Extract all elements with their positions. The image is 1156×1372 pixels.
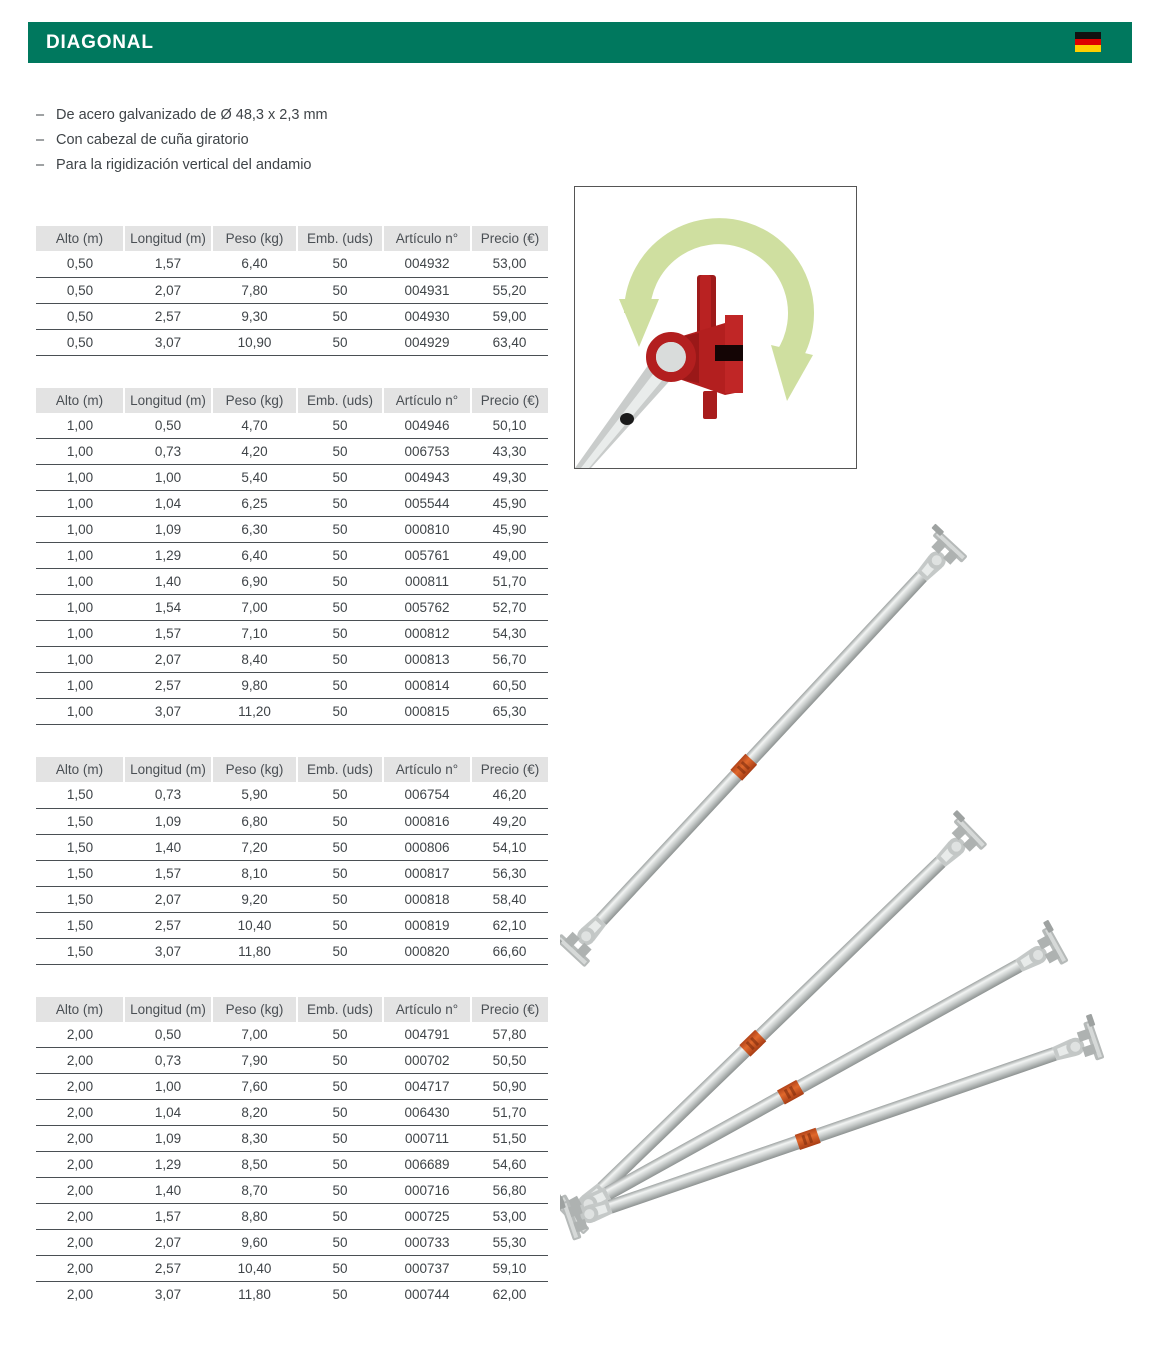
table-cell: 004930 — [383, 303, 471, 329]
table-cell: 1,00 — [36, 699, 124, 725]
table-cell: 1,40 — [124, 569, 212, 595]
table-cell: 000716 — [383, 1178, 471, 1204]
table-cell: 50 — [297, 413, 383, 439]
table-cell: 005761 — [383, 543, 471, 569]
table-cell: 2,00 — [36, 1152, 124, 1178]
table-cell: 1,09 — [124, 808, 212, 834]
column-header: Alto (m) — [36, 757, 124, 782]
table-cell: 0,50 — [36, 251, 124, 277]
table-cell: 9,30 — [212, 303, 297, 329]
table-cell: 11,80 — [238, 1287, 271, 1302]
table-cell: 50 — [297, 251, 383, 277]
table-cell: 004943 — [383, 465, 471, 491]
table-cell: 49,20 — [471, 808, 548, 834]
table-cell: 3,07 — [154, 1287, 182, 1302]
table-cell: 2,00 — [36, 1022, 124, 1048]
table-row — [36, 1022, 548, 1048]
table-cell: 7,60 — [212, 1074, 297, 1100]
column-header: Alto (m) — [36, 226, 124, 251]
table-row — [36, 439, 548, 465]
table-row — [36, 251, 548, 277]
column-header: Peso (kg) — [212, 388, 297, 413]
table-cell: 7,90 — [212, 1048, 297, 1074]
table-row — [36, 543, 548, 569]
table-cell: 50 — [297, 860, 383, 886]
table-row — [36, 1282, 548, 1309]
table-cell: 50 — [297, 1048, 383, 1074]
table-cell: 1,00 — [36, 621, 124, 647]
table-header-row — [36, 388, 548, 413]
table-cell: 0,50 — [36, 277, 124, 303]
table-cell: 8,30 — [212, 1126, 297, 1152]
column-header: Precio (€) — [471, 226, 548, 251]
table-row — [36, 569, 548, 595]
table-cell: 55,20 — [471, 277, 548, 303]
spec-table-alto-050 — [36, 226, 548, 356]
table-cell: 1,57 — [124, 251, 212, 277]
table-cell: 9,60 — [212, 1230, 297, 1256]
table-cell: 51,50 — [471, 1126, 548, 1152]
column-header: Artículo n° — [383, 757, 471, 782]
table-cell: 50 — [297, 1178, 383, 1204]
table-cell: 7,00 — [212, 1022, 297, 1048]
table-cell: 1,00 — [36, 439, 124, 465]
table-cell: 10,40 — [212, 912, 297, 938]
table-cell: 000702 — [383, 1048, 471, 1074]
table-cell: 1,09 — [124, 1126, 212, 1152]
table-cell: 50 — [297, 1152, 383, 1178]
table-cell: 1,04 — [124, 491, 212, 517]
table-cell: 62,00 — [492, 1287, 527, 1302]
flag-stripe-red — [1075, 39, 1101, 46]
table-cell: 5,40 — [212, 465, 297, 491]
table-cell: 6,40 — [212, 251, 297, 277]
table-cell: 54,30 — [471, 621, 548, 647]
table-cell: 1,29 — [124, 543, 212, 569]
table-cell: 2,57 — [124, 1256, 212, 1282]
table-cell: 59,00 — [471, 303, 548, 329]
table-row — [36, 491, 548, 517]
column-header: Precio (€) — [471, 997, 548, 1022]
feature-text: Con cabezal de cuña giratorio — [56, 132, 249, 148]
table-cell: 005544 — [383, 491, 471, 517]
column-header: Artículo n° — [383, 388, 471, 413]
table-row — [36, 834, 548, 860]
table-header-row — [36, 997, 548, 1022]
table-cell: 8,80 — [212, 1204, 297, 1230]
table-cell: 0,50 — [36, 303, 124, 329]
table-cell: 1,00 — [36, 595, 124, 621]
table-cell: 1,04 — [124, 1100, 212, 1126]
table-row — [36, 1256, 548, 1282]
table-cell: 2,00 — [36, 1230, 124, 1256]
table-row — [36, 860, 548, 886]
table-row — [36, 621, 548, 647]
table-cell: 1,00 — [36, 543, 124, 569]
table-cell: 50 — [297, 699, 383, 725]
table-cell: 6,30 — [212, 517, 297, 543]
german-flag-icon — [1075, 32, 1101, 52]
table-cell: 000814 — [383, 673, 471, 699]
column-header: Emb. (uds) — [297, 997, 383, 1022]
table-cell: 57,80 — [471, 1022, 548, 1048]
table-cell: 50 — [297, 329, 383, 355]
column-header: Longitud (m) — [124, 997, 212, 1022]
diagonal-brace-photos — [560, 180, 1156, 1280]
table-cell: 11,20 — [212, 699, 297, 725]
table-cell: 49,00 — [471, 543, 548, 569]
table-cell: 3,07 — [124, 329, 212, 355]
table-cell: 1,40 — [124, 1178, 212, 1204]
table-row — [36, 699, 548, 725]
table-cell: 0,73 — [124, 1048, 212, 1074]
column-header: Longitud (m) — [124, 388, 212, 413]
table-cell: 50 — [297, 439, 383, 465]
table-cell: 1,40 — [124, 834, 212, 860]
column-header: Precio (€) — [471, 757, 548, 782]
table-row — [36, 277, 548, 303]
table-cell: 000733 — [383, 1230, 471, 1256]
table-row — [36, 808, 548, 834]
table-cell: 1,00 — [36, 465, 124, 491]
table-cell: 0,73 — [124, 439, 212, 465]
column-header: Precio (€) — [471, 388, 548, 413]
table-cell: 65,30 — [471, 699, 548, 725]
table-row — [36, 517, 548, 543]
diagonal-braces-svg — [560, 180, 1156, 1280]
table-cell: 7,00 — [212, 595, 297, 621]
table-cell: 1,00 — [124, 465, 212, 491]
table-cell: 004931 — [383, 277, 471, 303]
table-cell: 53,00 — [471, 1204, 548, 1230]
table-cell: 8,50 — [212, 1152, 297, 1178]
table-row — [36, 1126, 548, 1152]
column-header: Artículo n° — [383, 997, 471, 1022]
table-cell: 000818 — [383, 886, 471, 912]
table-cell: 5,90 — [212, 782, 297, 808]
table-cell: 1,50 — [36, 808, 124, 834]
table-cell: 50 — [297, 1100, 383, 1126]
page-title: DIAGONAL — [46, 31, 154, 53]
bullet-dash-icon: – — [36, 132, 45, 148]
table-cell: 9,20 — [212, 886, 297, 912]
column-header: Emb. (uds) — [297, 757, 383, 782]
table-cell: 54,10 — [471, 834, 548, 860]
table-cell: 2,00 — [36, 1100, 124, 1126]
table-cell: 7,20 — [212, 834, 297, 860]
table-cell: 50 — [297, 673, 383, 699]
table-cell: 8,40 — [212, 647, 297, 673]
table-row — [36, 673, 548, 699]
column-header: Emb. (uds) — [297, 226, 383, 251]
page-header-bar — [28, 22, 1132, 63]
bullet-dash-icon: – — [36, 107, 45, 123]
table-cell: 000711 — [383, 1126, 471, 1152]
flag-stripe-black — [1075, 32, 1101, 39]
table-cell: 0,50 — [124, 1022, 212, 1048]
column-header: Emb. (uds) — [297, 388, 383, 413]
table-cell: 3,07 — [124, 699, 212, 725]
table-cell: 50 — [297, 277, 383, 303]
column-header: Alto (m) — [36, 997, 124, 1022]
table-cell: 49,30 — [471, 465, 548, 491]
spec-tables-area — [36, 226, 548, 1340]
list-item — [36, 128, 556, 153]
table-cell: 000815 — [383, 699, 471, 725]
table-cell: 2,07 — [124, 647, 212, 673]
feature-text: De acero galvanizado de Ø 48,3 x 2,3 mm — [56, 107, 328, 123]
table-cell: 54,60 — [471, 1152, 548, 1178]
table-row — [36, 1048, 548, 1074]
table-cell: 0,50 — [36, 329, 124, 355]
table-cell: 1,50 — [36, 912, 124, 938]
table-cell: 45,90 — [471, 517, 548, 543]
table-cell: 50 — [297, 1230, 383, 1256]
table-cell: 46,20 — [471, 782, 548, 808]
table-cell: 000725 — [383, 1204, 471, 1230]
table-row — [36, 329, 548, 355]
table-cell: 66,60 — [471, 938, 548, 964]
table-cell: 50 — [297, 1126, 383, 1152]
flag-stripe-gold — [1075, 45, 1101, 52]
table-row — [36, 1074, 548, 1100]
table-cell: 50 — [297, 938, 383, 964]
table-cell: 0,50 — [124, 413, 212, 439]
table-row — [36, 1152, 548, 1178]
table-cell: 1,00 — [36, 517, 124, 543]
table-cell: 2,00 — [36, 1048, 124, 1074]
table-cell: 000817 — [383, 860, 471, 886]
table-row — [36, 886, 548, 912]
table-cell: 000816 — [383, 808, 471, 834]
table-cell: 52,70 — [471, 595, 548, 621]
table-cell: 2,00 — [36, 1204, 124, 1230]
table-cell: 1,00 — [36, 491, 124, 517]
column-header: Peso (kg) — [212, 757, 297, 782]
table-cell: 1,57 — [124, 1204, 212, 1230]
brace-item-4 — [560, 1014, 1106, 1242]
table-cell: 50 — [297, 1022, 383, 1048]
table-cell: 0,73 — [124, 782, 212, 808]
feature-text: Para la rigidización vertical del andamio — [56, 157, 312, 173]
table-cell: 50 — [297, 303, 383, 329]
table-cell: 7,10 — [212, 621, 297, 647]
table-cell: 50 — [297, 912, 383, 938]
table-cell: 60,50 — [471, 673, 548, 699]
table-cell: 006430 — [383, 1100, 471, 1126]
table-cell: 50 — [297, 1074, 383, 1100]
table-cell: 004791 — [383, 1022, 471, 1048]
table-cell: 8,70 — [212, 1178, 297, 1204]
table-row — [36, 912, 548, 938]
table-cell: 56,30 — [471, 860, 548, 886]
table-cell: 50 — [297, 1204, 383, 1230]
table-cell: 3,07 — [124, 938, 212, 964]
table-cell: 50,10 — [471, 413, 548, 439]
table-cell: 59,10 — [471, 1256, 548, 1282]
table-cell: 2,57 — [124, 303, 212, 329]
table-cell: 55,30 — [471, 1230, 548, 1256]
table-cell: 2,00 — [36, 1256, 124, 1282]
table-row — [36, 1100, 548, 1126]
table-cell: 50 — [297, 782, 383, 808]
table-cell: 1,50 — [36, 886, 124, 912]
table-cell: 11,80 — [212, 938, 297, 964]
table-header-row — [36, 226, 548, 251]
table-header-row — [36, 757, 548, 782]
table-cell: 1,00 — [36, 569, 124, 595]
table-cell: 1,57 — [124, 860, 212, 886]
table-cell: 000744 — [404, 1287, 450, 1302]
table-cell: 2,00 — [66, 1287, 94, 1302]
table-cell: 1,50 — [36, 938, 124, 964]
table-cell: 1,50 — [36, 782, 124, 808]
table-cell: 4,20 — [212, 439, 297, 465]
table-cell: 50 — [297, 808, 383, 834]
table-cell: 51,70 — [471, 1100, 548, 1126]
table-cell: 1,00 — [36, 647, 124, 673]
feature-list — [36, 103, 556, 178]
table-cell: 000810 — [383, 517, 471, 543]
table-cell: 004946 — [383, 413, 471, 439]
table-cell: 51,70 — [471, 569, 548, 595]
table-cell: 006753 — [383, 439, 471, 465]
table-cell: 2,00 — [36, 1074, 124, 1100]
table-cell: 1,50 — [36, 834, 124, 860]
table-cell: 2,07 — [124, 886, 212, 912]
spec-table-alto-150 — [36, 757, 548, 965]
table-row — [36, 413, 548, 439]
table-cell: 50 — [297, 569, 383, 595]
table-cell: 8,20 — [212, 1100, 297, 1126]
table-cell: 6,40 — [212, 543, 297, 569]
table-cell: 50,90 — [471, 1074, 548, 1100]
table-cell: 1,54 — [124, 595, 212, 621]
table-cell: 005762 — [383, 595, 471, 621]
table-cell: 1,50 — [36, 860, 124, 886]
product-image-panel — [560, 180, 1156, 1280]
table-cell: 62,10 — [471, 912, 548, 938]
table-cell: 1,00 — [124, 1074, 212, 1100]
table-cell: 6,80 — [212, 808, 297, 834]
table-row — [36, 1204, 548, 1230]
table-cell: 2,00 — [36, 1178, 124, 1204]
table-cell: 000820 — [383, 938, 471, 964]
table-cell: 006689 — [383, 1152, 471, 1178]
table-cell: 50 — [297, 465, 383, 491]
table-cell: 50 — [297, 595, 383, 621]
table-cell: 50 — [297, 1256, 383, 1282]
table-cell: 50 — [297, 491, 383, 517]
table-cell: 50 — [297, 834, 383, 860]
table-cell: 53,00 — [471, 251, 548, 277]
table-cell: 1,57 — [124, 621, 212, 647]
table-cell: 56,70 — [471, 647, 548, 673]
table-cell: 63,40 — [471, 329, 548, 355]
column-header: Longitud (m) — [124, 226, 212, 251]
table-row — [36, 782, 548, 808]
table-cell: 2,07 — [124, 277, 212, 303]
table-cell: 9,80 — [212, 673, 297, 699]
table-cell: 2,07 — [124, 1230, 212, 1256]
table-row — [36, 465, 548, 491]
bullet-dash-icon: – — [36, 157, 45, 173]
table-cell: 58,40 — [471, 886, 548, 912]
table-cell: 000813 — [383, 647, 471, 673]
column-header: Alto (m) — [36, 388, 124, 413]
table-cell: 56,80 — [471, 1178, 548, 1204]
table-cell: 1,29 — [124, 1152, 212, 1178]
table-cell: 004717 — [383, 1074, 471, 1100]
table-cell: 004932 — [383, 251, 471, 277]
table-cell: 1,00 — [36, 673, 124, 699]
table-cell: 4,70 — [212, 413, 297, 439]
table-row — [36, 595, 548, 621]
table-cell: 000811 — [383, 569, 471, 595]
table-cell: 7,80 — [212, 277, 297, 303]
spec-table-alto-200 — [36, 997, 548, 1309]
table-row — [36, 647, 548, 673]
list-item — [36, 103, 556, 128]
table-cell: 50 — [332, 1287, 348, 1302]
table-cell: 10,90 — [212, 329, 297, 355]
list-item — [36, 153, 556, 178]
table-row — [36, 1230, 548, 1256]
table-row — [36, 303, 548, 329]
table-cell: 43,30 — [471, 439, 548, 465]
table-cell: 50 — [297, 621, 383, 647]
table-cell: 50 — [297, 517, 383, 543]
table-cell: 000737 — [383, 1256, 471, 1282]
table-cell: 50 — [297, 886, 383, 912]
table-cell: 10,40 — [212, 1256, 297, 1282]
table-cell: 000806 — [383, 834, 471, 860]
table-row — [36, 938, 548, 964]
column-header: Peso (kg) — [212, 226, 297, 251]
table-cell: 006754 — [383, 782, 471, 808]
table-cell: 1,09 — [124, 517, 212, 543]
column-header: Peso (kg) — [212, 997, 297, 1022]
table-cell: 6,90 — [212, 569, 297, 595]
table-cell: 50 — [297, 647, 383, 673]
table-cell: 2,00 — [36, 1126, 124, 1152]
column-header: Artículo n° — [383, 226, 471, 251]
table-cell: 000812 — [383, 621, 471, 647]
table-cell: 6,25 — [212, 491, 297, 517]
table-cell: 50,50 — [471, 1048, 548, 1074]
table-cell: 004929 — [383, 329, 471, 355]
table-cell: 45,90 — [471, 491, 548, 517]
table-cell: 2,57 — [124, 673, 212, 699]
table-cell: 000819 — [383, 912, 471, 938]
table-row — [36, 1178, 548, 1204]
spec-table-alto-100 — [36, 388, 548, 726]
table-cell: 2,57 — [124, 912, 212, 938]
column-header: Longitud (m) — [124, 757, 212, 782]
table-cell: 1,00 — [36, 413, 124, 439]
table-cell: 8,10 — [212, 860, 297, 886]
table-cell: 50 — [297, 543, 383, 569]
